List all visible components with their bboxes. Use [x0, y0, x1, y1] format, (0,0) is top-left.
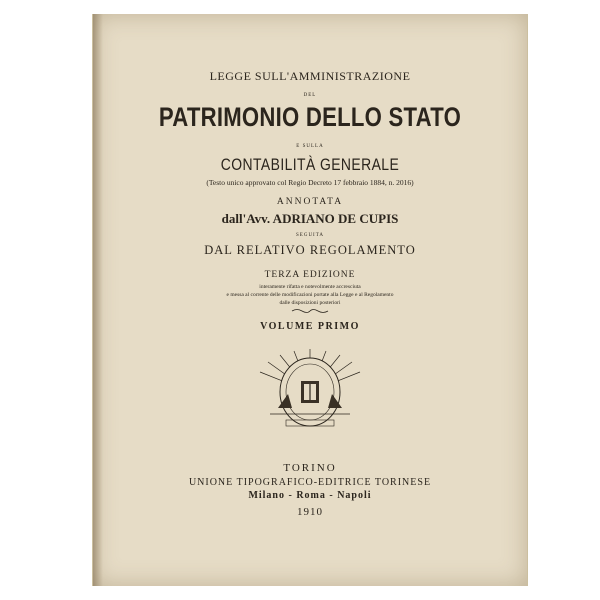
ornament-divider-icon	[291, 308, 329, 314]
testo-unico-note: (Testo unico approvato col Regio Decreto 17 febbraio 1884, n. 2016)	[206, 178, 414, 187]
title-page	[92, 14, 528, 586]
edition-note-1: interamente rifatta e notevolmente accresciuta	[259, 284, 361, 290]
main-title: PATRIMONIO DELLO STATO	[158, 102, 462, 132]
city-line: TORINO	[283, 462, 337, 474]
annotata-label: ANNOTATA	[276, 197, 344, 207]
publication-year: 1910	[297, 506, 323, 518]
edition-label: TERZA EDIZIONE	[264, 270, 356, 280]
publisher-emblem-icon	[240, 348, 380, 432]
title-e-sulla: E SULLA	[296, 144, 324, 149]
subtitle-contabilita: CONTABILITÀ GENERALE	[220, 155, 400, 174]
seguita-label: SEGUITA	[296, 233, 324, 238]
title-del: DEL	[303, 93, 317, 98]
branches-line: Milano - Roma - Napoli	[248, 490, 372, 501]
volume-label: VOLUME PRIMO	[260, 321, 360, 332]
title-line-1: LEGGE SULL'AMMINISTRAZIONE	[209, 69, 411, 83]
regolamento-line: DAL RELATIVO REGOLAMENTO	[204, 243, 416, 257]
author-line: dall'Avv. ADRIANO DE CUPIS	[221, 211, 399, 226]
edition-note-3: dalle disposizioni posteriori	[279, 300, 341, 306]
edition-note-2: e messa al corrente delle modificazioni portate alla Legge e al Regolamento	[226, 292, 394, 298]
publisher-line: UNIONE TIPOGRAFICO-EDITRICE TORINESE	[188, 477, 432, 488]
